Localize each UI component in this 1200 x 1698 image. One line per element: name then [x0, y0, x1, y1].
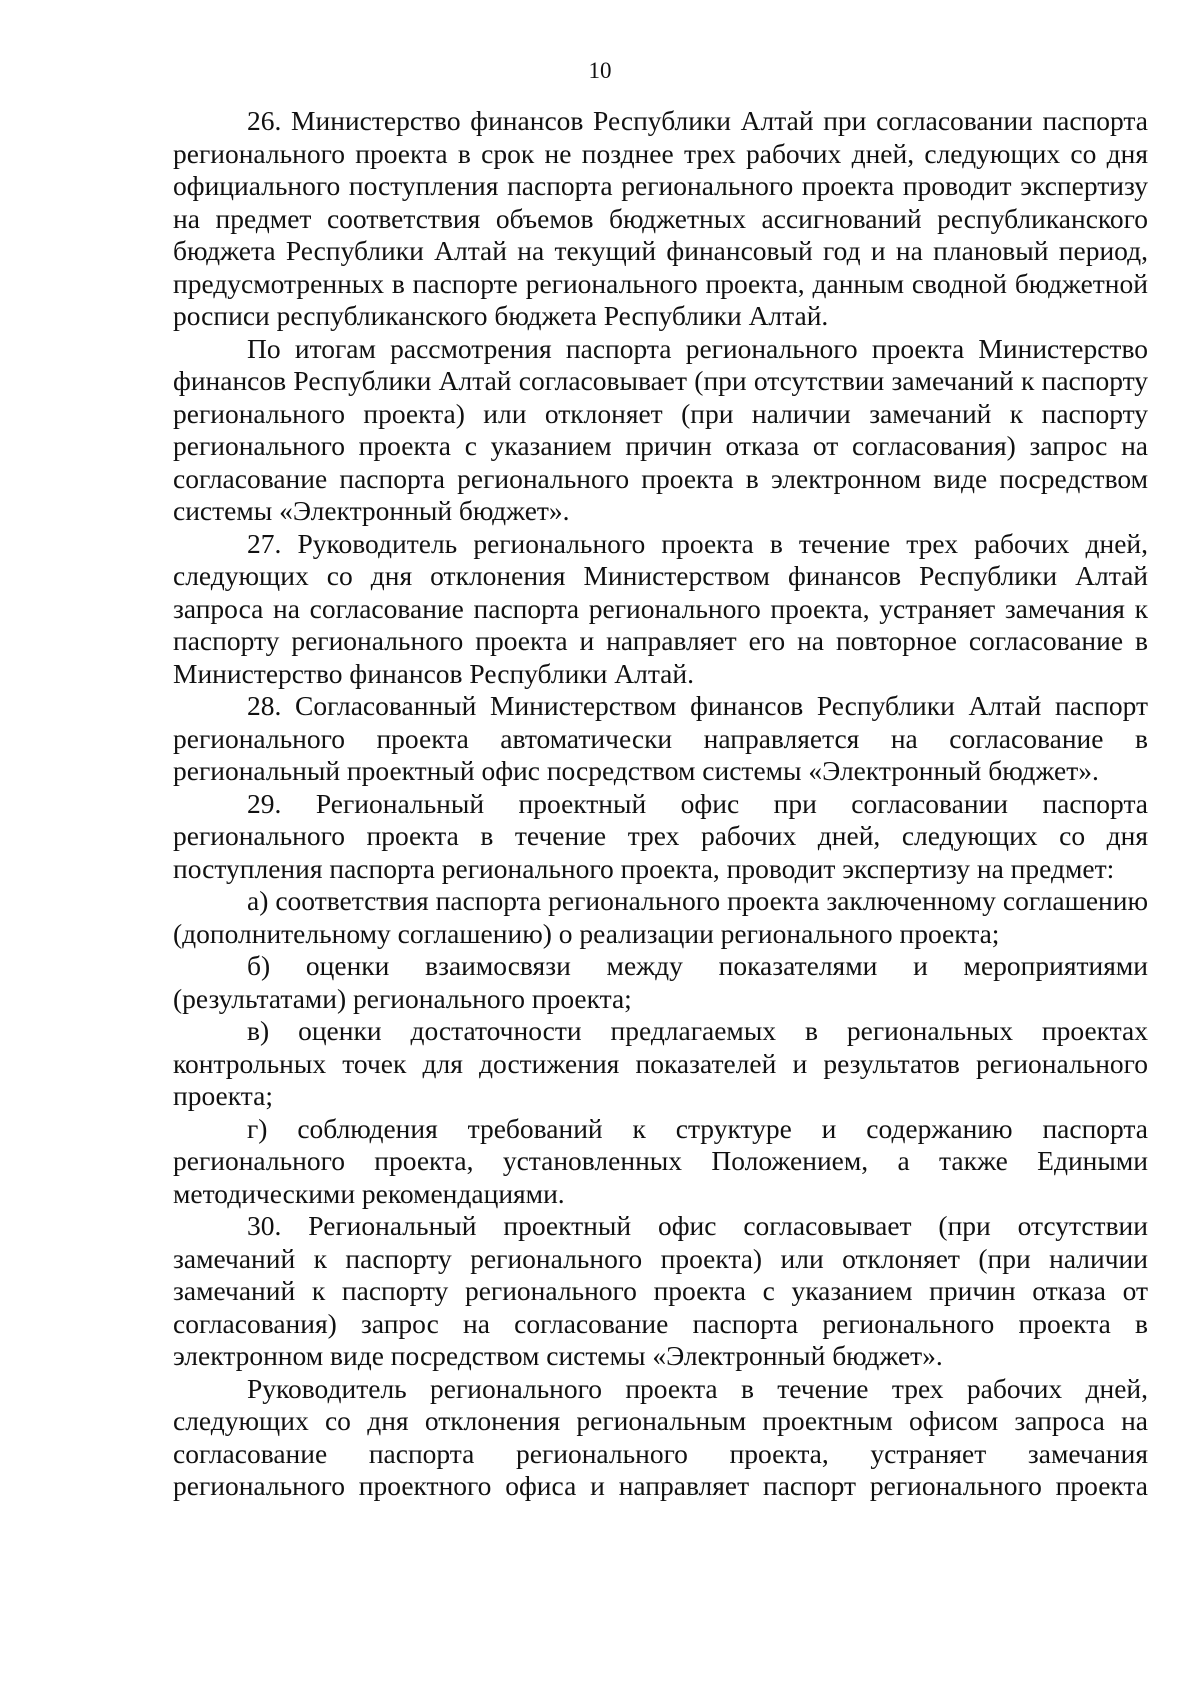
- list-item-b: б) оценки взаимосвязи между показателями и мероприятиями (результатами) регионального проекта;: [173, 950, 1148, 1014]
- paragraph-29: 29. Региональный проектный офис при согласовании паспорта регионального проекта в течение трех рабочих дней, следующих со дня поступления паспорта регионального проекта, проводит экспертизу на предмет:: [173, 787, 1148, 884]
- paragraph-review-results: По итогам рассмотрения паспорта регионального проекта Министерство финансов Республики Алтай согласовывает (при отсутствии замечаний к паспорту регионального проекта) или отклоняет (при наличии замечаний к паспорту регионального проекта с указанием причин отказа от согласования) запрос на согласование паспорта регионального проекта в электронном виде посредством системы «Электронный бюджет».: [173, 332, 1148, 526]
- document-body: [173, 105, 1148, 1503]
- paragraph-rework: Руководитель регионального проекта в течение трех рабочих дней, следующих со дня отклонения региональным проектным офисом запроса на согласование паспорта регионального проекта, устраняет замечания регионального проектного офиса и направляет паспорт регионального проекта: [173, 1372, 1148, 1501]
- list-item-v: в) оценки достаточности предлагаемых в региональных проектах контрольных точек для достижения показателей и результатов регионального проекта;: [173, 1015, 1148, 1111]
- paragraph-27: 27. Руководитель регионального проекта в течение трех рабочих дней, следующих со дня отклонения Министерством финансов Республики Алтай запроса на согласование паспорта регионального проекта, устраняет замечания к паспорту регионального проекта и направляет его на повторное согласование в Министерство финансов Республики Алтай.: [173, 527, 1148, 689]
- paragraph-26: 26. Министерство финансов Республики Алтай при согласовании паспорта регионального проекта в срок не позднее трех рабочих дней, следующих со дня официального поступления паспорта регионального проекта проводит экспертизу на предмет соответствия объемов бюджетных ассигнований республиканского бюджета Республики Алтай на текущий финансовый год и на плановый период, предусмотренных в паспорте регионального проекта, данным сводной бюджетной росписи республиканского бюджета Республики Алтай.: [173, 105, 1148, 331]
- paragraph-30: 30. Региональный проектный офис согласовывает (при отсутствии замечаний к паспорту регионального проекта) или отклоняет (при наличии замечаний к паспорту регионального проекта с указанием причин отказа от согласования) запрос на согласование паспорта регионального проекта в электронном виде посредством системы «Электронный бюджет».: [173, 1210, 1148, 1371]
- paragraph-28: 28. Согласованный Министерством финансов Республики Алтай паспорт регионального проекта автоматически направляется на согласование в региональный проектный офис посредством системы «Электронный бюджет».: [173, 690, 1148, 786]
- page-number: 10: [588, 58, 612, 83]
- list-item-g: г) соблюдения требований к структуре и содержанию паспорта регионального проекта, установленных Положением, а также Едиными методическими рекомендациями.: [173, 1112, 1148, 1209]
- list-item-a: а) соответствия паспорта регионального проекта заключенному соглашению (дополнительному соглашению) о реализации регионального проекта;: [173, 885, 1148, 949]
